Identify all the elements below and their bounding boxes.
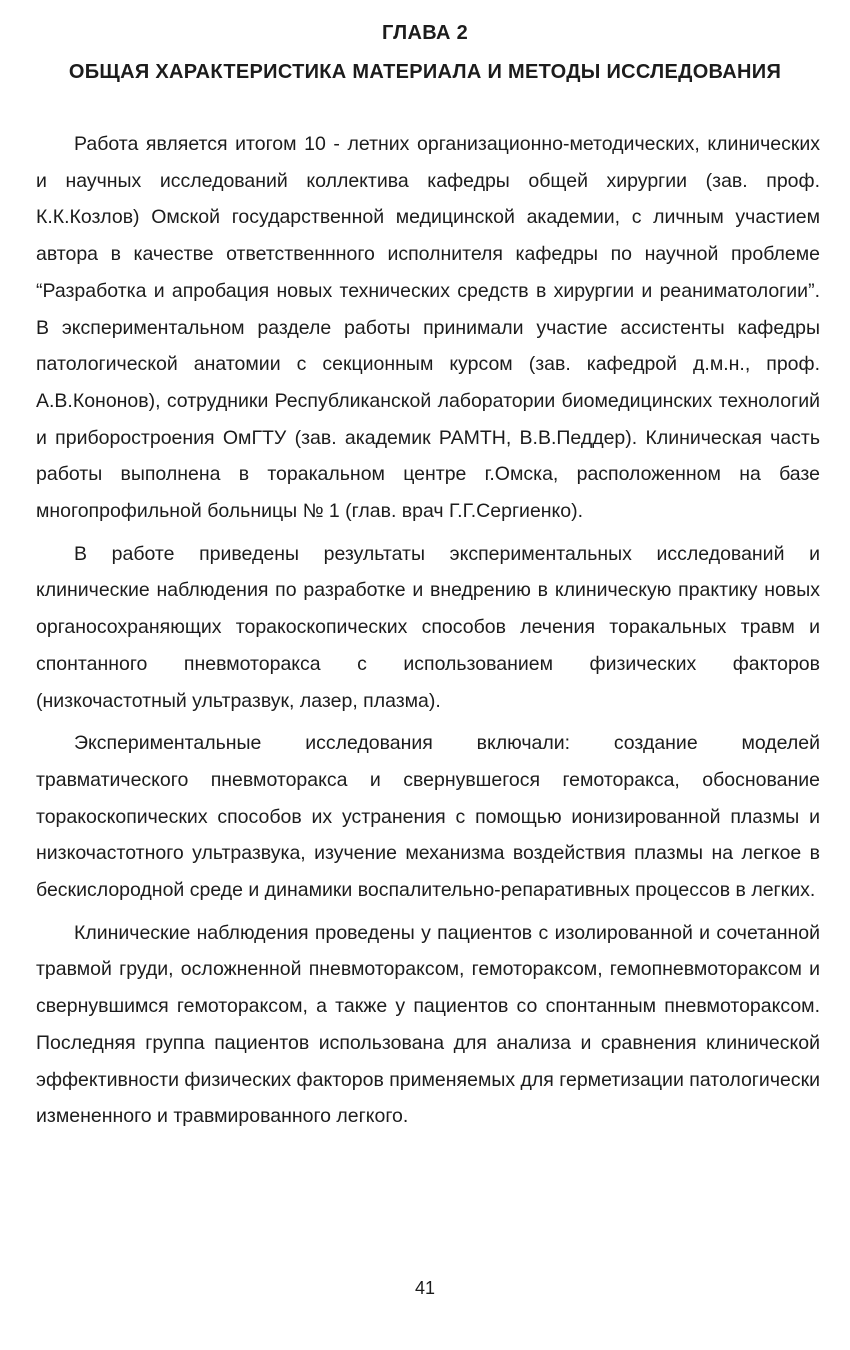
body-text bbox=[36, 126, 820, 1141]
paragraph-1: Работа является итогом 10 - летних организационно-методических, клинических и научных исследований коллектива кафедры общей хирургии (зав. проф. К.К.Козлов) Омской государственной медицинской академии, с личным участием автора в качестве ответственнного исполнителя кафедры по научной проблеме “Разработка и апробация новых технических средств в хирургии и реаниматологии”. В экспериментальном разделе работы принимали участие ассистенты кафедры патологической анатомии с секционным курсом (зав. кафедрой д.м.н., проф. А.В.Кононов), сотрудники Республиканской лаборатории биомедицинских технологий и приборостроения ОмГТУ (зав. академик РАМТН, В.В.Педдер). Клиническая часть работы выполнена в торакальном центре г.Омска, расположенном на базе многопрофильной больницы № 1 (глав. врач Г.Г.Сергиенко). bbox=[36, 133, 820, 523]
paragraph-4: Клинические наблюдения проведены у пациентов с изолированной и сочетанной травмой груди, осложненной пневмотораксом, гемотораксом, гемопневмотораксом и свернувшимся гемотораксом, а также у пациентов со спонтанным пневмотораксом. Последняя группа пациентов использована для анализа и сравнения клинической эффективности физических факторов применяемых для герметизации патологически измененного и травмированного легкого. bbox=[36, 921, 820, 1128]
page-number: 41 bbox=[414, 1278, 436, 1298]
paragraph-2: В работе приведены результаты экспериментальных исследований и клинические наблюдения по разработке и внедрению в клиническую практику новых органосохраняющих торакоскопических способов лечения торакальных травм и спонтанного пневмоторакса с использованием физических факторов (низкочастотный ультразвук, лазер, плазма). bbox=[36, 542, 820, 712]
paragraph-3: Экспериментальные исследования включали: создание моделей травматического пневмоторакса и свернувшегося гемоторакса, обоснование торакоскопических способов их устранения с помощью ионизированной плазмы и низкочастотного ультразвука, изучение механизма воздействия плазмы на легкое в бескислородной среде и динамики воспалительно-репаративных процессов в легких. bbox=[36, 732, 820, 902]
chapter-heading: ГЛАВА 2 bbox=[382, 22, 468, 44]
chapter-title: ОБЩАЯ ХАРАКТЕРИСТИКА МАТЕРИАЛА И МЕТОДЫ ИССЛЕДОВАНИЯ bbox=[68, 61, 782, 83]
